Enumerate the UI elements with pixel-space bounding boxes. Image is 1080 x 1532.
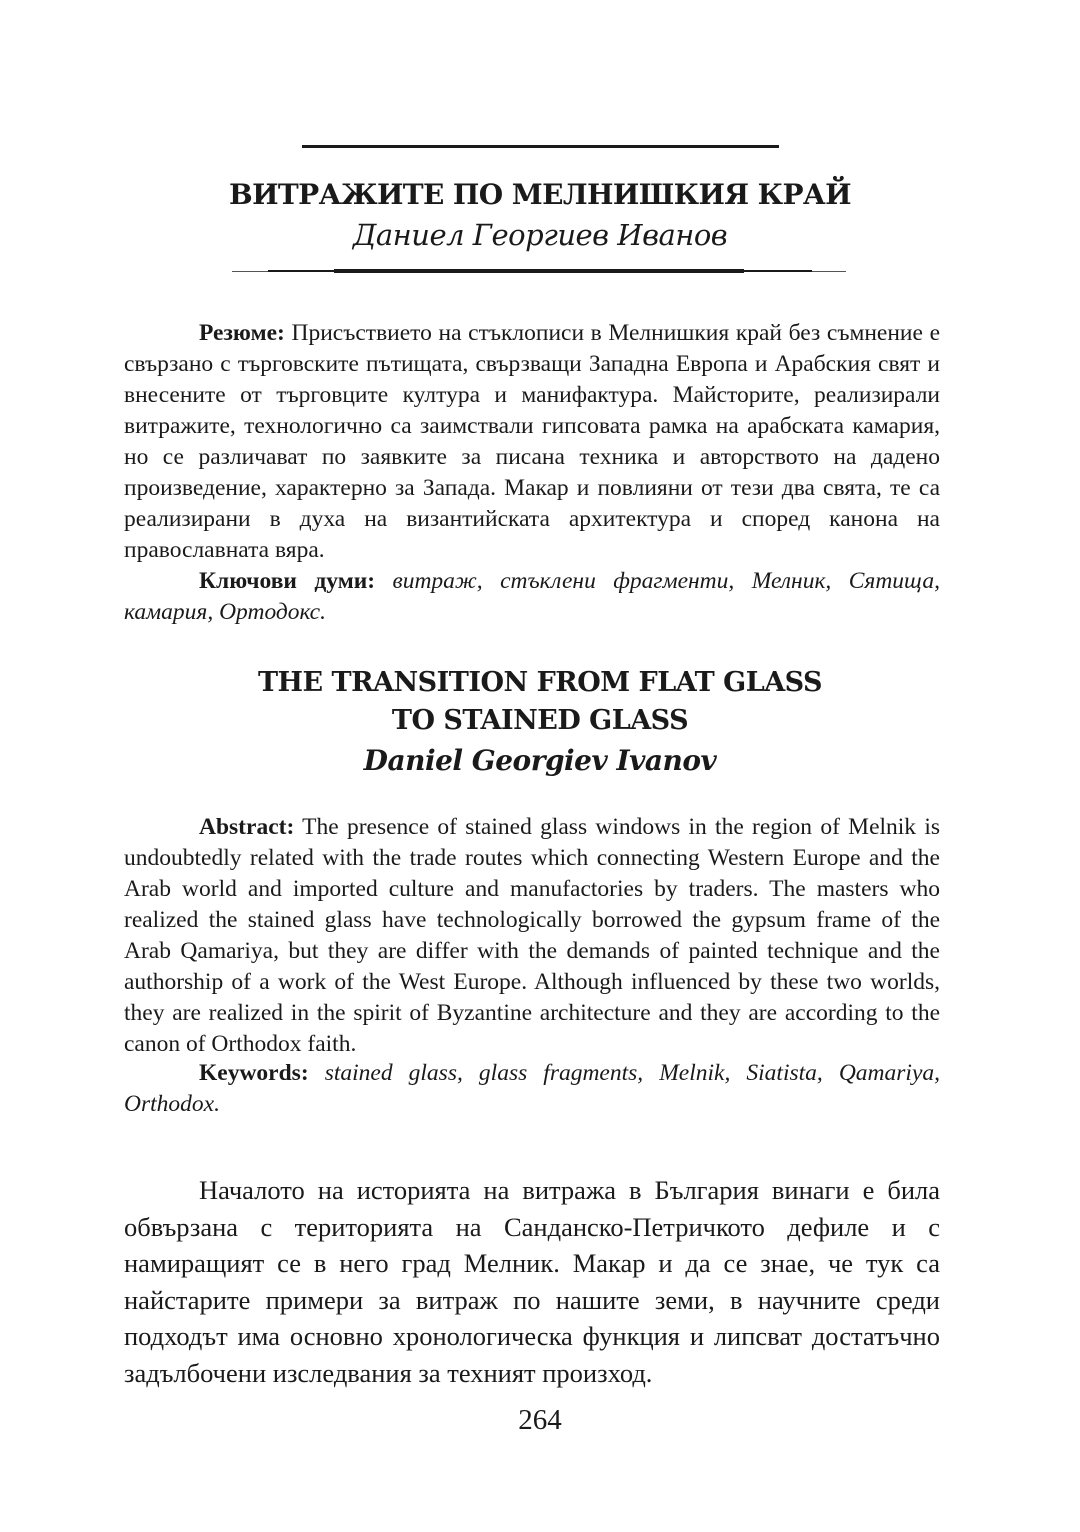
english-title-line2: TO STAINED GLASS [391,705,689,736]
english-title-line1: THE TRANSITION FROM FLAT GLASS [257,667,823,698]
english-author: Daniel Georgiev Ivanov [363,744,717,777]
bulgarian-keywords-label: Ключови думи: [199,568,376,594]
bulgarian-abstract-text: Присъствието на стъклописи в Мелнишкия край без съмнение е свързано с търговските пътищата, свързващи Западна Европа и Арабския свят и внесените от търговците култура и манифактура. Майсторите, реализирали витражите, технологично са заимствали гипсовата рамка на арабската камария, но се различават по заявките за писана техника и авторството на дадено произведение, характерно за Запада. Макар и повлияни от тези два свята, те са реализирани в духа на византийската архитектура и според канона на православната вяра. [124,320,940,563]
bulgarian-author: Даниел Георгиев Иванов [352,218,728,252]
english-abstract [124,812,940,1060]
bulgarian-abstract-label: Резюме: [199,320,285,346]
ornament-rule-thick [334,269,744,273]
english-keywords-text: stained glass, glass fragments, Melnik, Siatista, Qamariya, Orthodox. [124,1060,941,1117]
english-abstract-text: The presence of stained glass windows in the region of Melnik is undoubtedly related with the trade routes which connecting Western Europe and the Arab world and imported culture and manufactories by traders. The masters who realized the stained glass have technologically borrowed the gypsum frame of the Arab Qamariya, but they are differ with the demands of painted technique and the authorship of a work of the West Europe. Although influenced by these two worlds, they are realized in the spirit of Byzantine architecture and they are according to the canon of Orthodox faith. [124,814,940,1057]
page-number: 264 [518,1404,562,1436]
top-rule [302,145,779,148]
english-keywords-label: Keywords: [199,1060,309,1086]
bulgarian-keywords [124,566,940,628]
english-abstract-label: Abstract: [199,814,295,840]
english-keywords [124,1058,940,1120]
bulgarian-keywords-text: витраж, стъклени фрагменти, Мелник, Сятища, камария, Ортодокс. [124,568,941,625]
bulgarian-title: ВИТРАЖИТЕ ПО МЕЛНИШКИЯ КРАЙ [229,178,851,211]
bulgarian-abstract [124,318,940,566]
body-paragraph: Началото на историята на витража в България винаги е била обвързана с територията на Санданско-Петричкото дефиле и с намиращият се в него град Мелник. Макар и да се знае, че тук са найстарите примери за витраж по нашите земи, в научните среди подходът има основно хронологическа функция и липсват достатъчно задълбочени изследвания за техният произход. [124,1175,940,1388]
